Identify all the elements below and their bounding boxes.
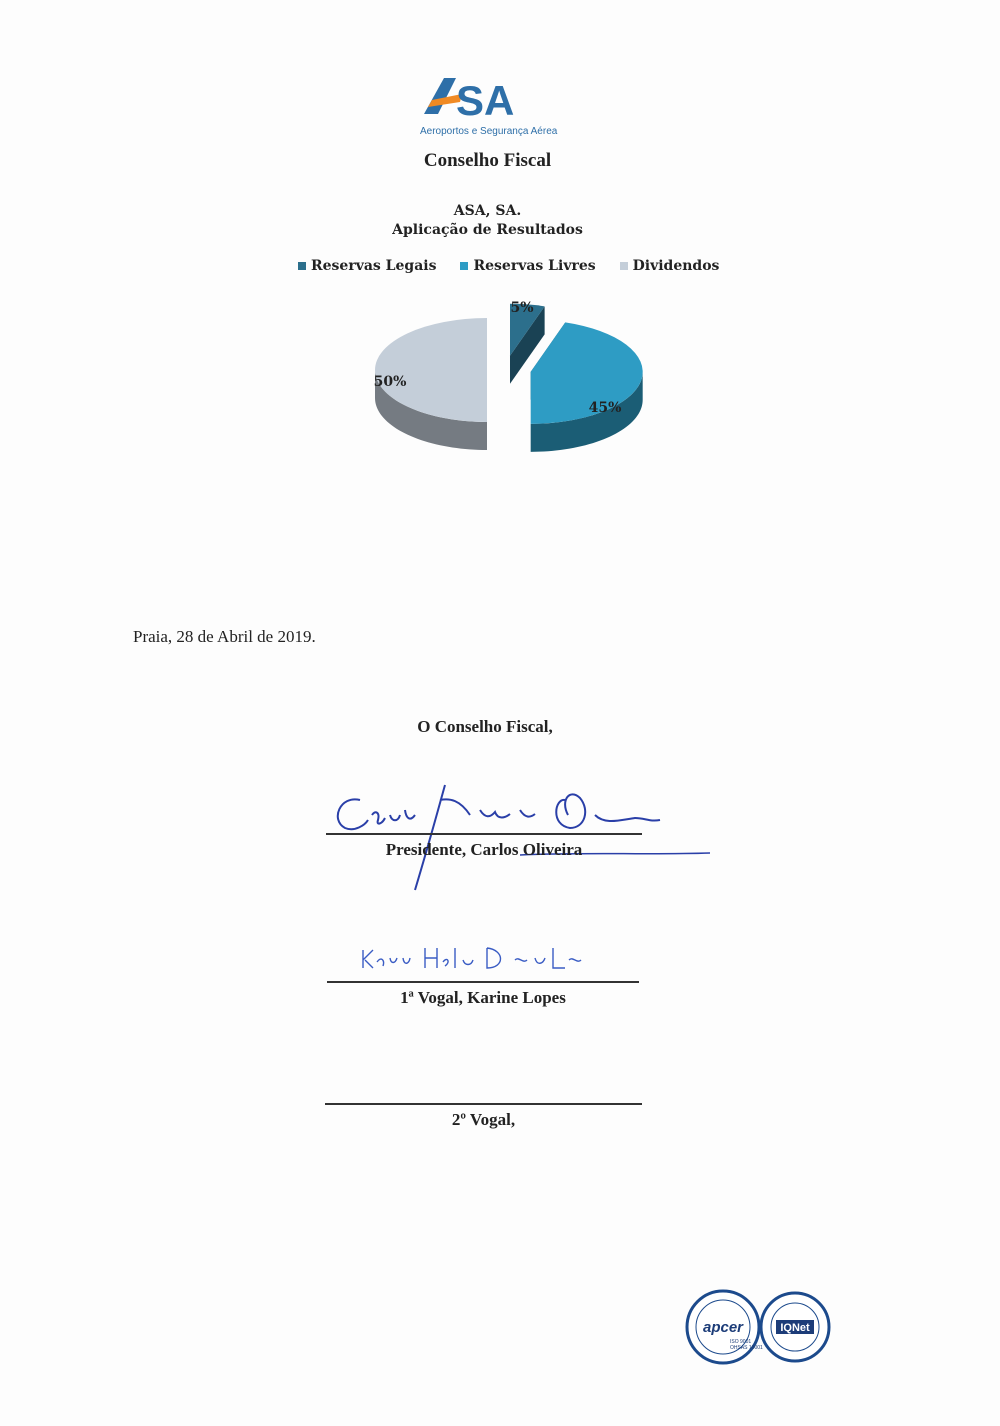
- legend-item-dividendos: [620, 258, 720, 274]
- pie-slice-dividendos-label: 50%: [373, 374, 407, 390]
- certification-seals: [683, 1287, 833, 1367]
- legend-item-reservas-livres: [460, 258, 595, 274]
- legend-swatch: [620, 262, 628, 270]
- signature-line-vogal-2: [325, 1103, 642, 1105]
- chart-legend: [298, 258, 719, 274]
- signature-caption-vogal-1: 1ª Vogal, Karine Lopes: [400, 988, 566, 1007]
- page-title: Conselho Fiscal: [423, 150, 552, 171]
- apcer-text: apcer: [702, 1319, 744, 1336]
- legend-item-reservas-legais: [298, 258, 436, 274]
- chart-title: ASA, SA.: [453, 203, 522, 219]
- pie-slice-reservas-legais-label: 5%: [510, 300, 534, 316]
- legend-swatch: [460, 262, 468, 270]
- legend-label: Dividendos: [632, 258, 720, 274]
- signature-caption-president: Presidente, Carlos Oliveira: [385, 840, 583, 859]
- chart-subtitle: Aplicação de Resultados: [392, 222, 583, 238]
- pie-chart: [340, 290, 670, 500]
- pie-slice-reservas-livres-label: 45%: [588, 400, 622, 416]
- iso-9001-text: ISO 9001: [730, 1339, 752, 1345]
- ohsas-text: OHSAS 18001: [730, 1345, 763, 1351]
- signature-caption-vogal-2: 2º Vogal,: [451, 1110, 516, 1129]
- council-label: O Conselho Fiscal,: [417, 717, 553, 736]
- asa-logo: [416, 72, 562, 142]
- legend-label: Reservas Livres: [473, 258, 596, 274]
- signature-president: [320, 770, 720, 900]
- legend-swatch: [298, 262, 306, 270]
- legend-label: Reservas Legais: [311, 258, 437, 274]
- logo-tagline: Aeroportos e Segurança Aérea: [420, 126, 558, 137]
- place-date: Praia, 28 de Abril de 2019.: [133, 627, 316, 646]
- signature-vogal-1: [355, 940, 595, 976]
- signature-line-vogal-1: [327, 981, 639, 983]
- signature-line-president: [326, 833, 642, 835]
- iqnet-text: IQNet: [780, 1322, 810, 1334]
- svg-text:SA: SA: [456, 77, 515, 124]
